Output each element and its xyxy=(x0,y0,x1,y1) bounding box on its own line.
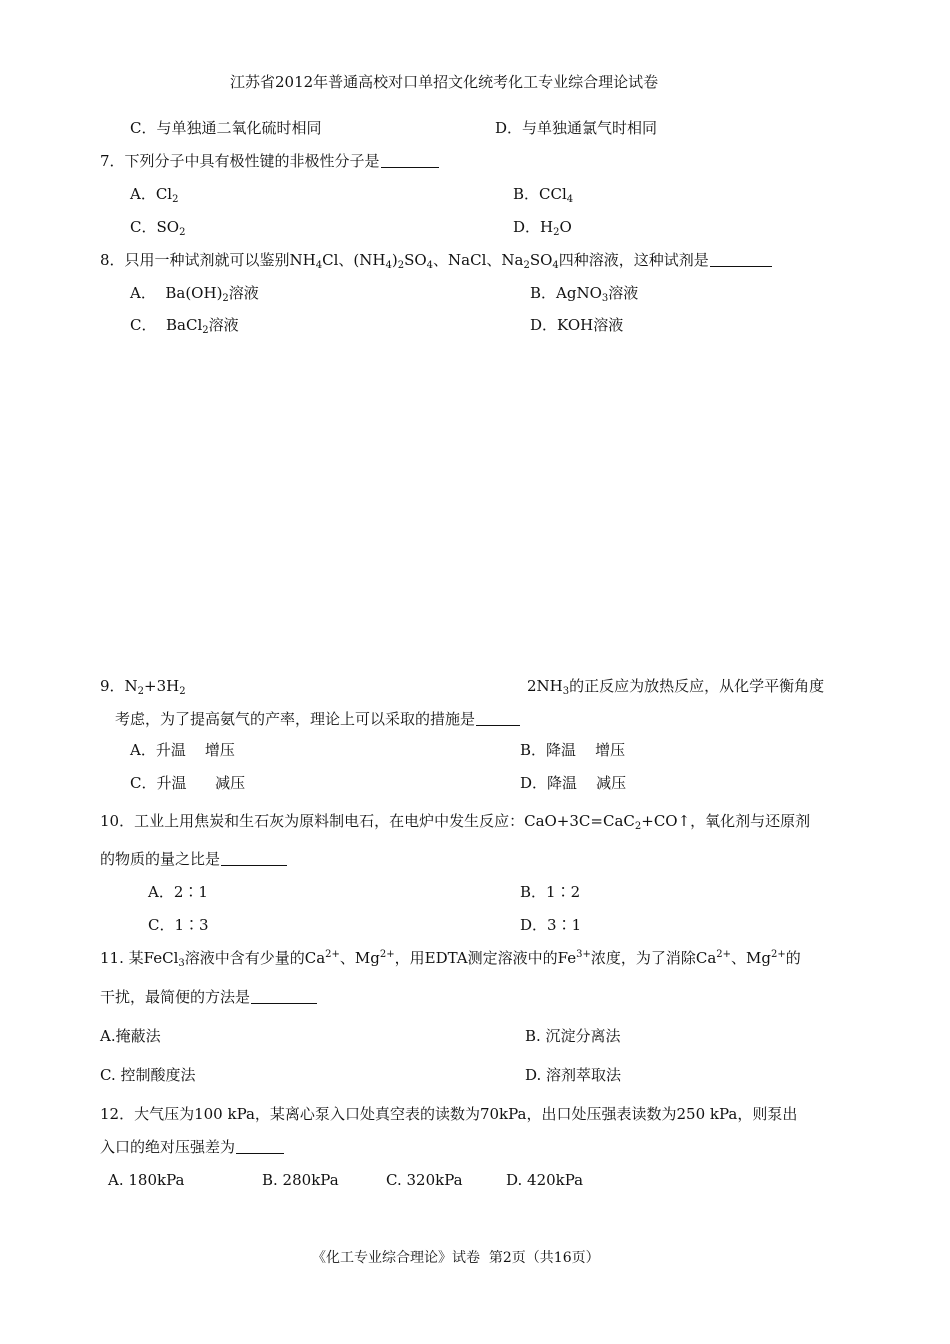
q9-option-c: C．升温 减压 xyxy=(130,774,246,792)
q11-option-b: B. 沉淀分离法 xyxy=(525,1027,621,1045)
q9-option-b: B．降温 增压 xyxy=(520,741,626,759)
page-footer: 《化工专业综合理论》试卷 第2页（共16页） xyxy=(312,1250,600,1266)
q11-stem-line2: 干扰，最简便的方法是 xyxy=(100,987,317,1007)
page-header: 江苏省2012年普通高校对口单招文化统考化工专业综合理论试卷 xyxy=(230,73,659,91)
answer-blank xyxy=(251,988,317,1004)
q7-option-c: C．$SO_2$ xyxy=(130,218,186,238)
q7-option-a: A．$Cl_2$ xyxy=(130,185,179,205)
q10-stem-line1: 10．工业上用焦炭和生石灰为原料制电石，在电炉中发生反应：CaO+3C=CaC$_2$+CO↑，氧化剂与还原剂 xyxy=(100,812,811,832)
q6-option-d: D．与单独通氯气时相同 xyxy=(495,119,658,137)
q9-option-d: D．降温 减压 xyxy=(520,774,627,792)
answer-blank xyxy=(710,251,772,267)
q9-stem-line2: 考虑，为了提高氨气的产率，理论上可以采取的措施是 xyxy=(115,709,520,729)
q8-option-b: B．AgNO$_3$溶液 xyxy=(530,284,639,304)
answer-blank xyxy=(381,152,439,168)
answer-blank xyxy=(236,1138,284,1154)
q9-option-a: A．升温 增压 xyxy=(130,741,235,759)
q7-option-d: D．$H_2O$ xyxy=(513,218,572,238)
q12-stem-line2: 入口的绝对压强差为 xyxy=(100,1137,284,1157)
q9-reactants: 9．$N_2+3H_2$ xyxy=(100,677,186,697)
q7-stem: 7．下列分子中具有极性键的非极性分子是 xyxy=(100,151,439,171)
q8-option-a: A． $Ba(OH)_2$溶液 xyxy=(130,284,259,304)
q8-option-c: C． BaCl$_2$溶液 xyxy=(130,316,239,336)
q12-stem-line1: 12．大气压为100 kPa，某离心泵入口处真空表的读数为70kPa，出口处压强表读数为250 kPa，则泵出 xyxy=(100,1105,798,1123)
q11-stem-line1: 11. 某FeCl$_3$溶液中含有少量的$Ca^{2+}$、$Mg^{2+}$，用EDTA测定溶液中的$Fe^{3+}$浓度，为了消除$Ca^{2+}$、$Mg^{2+}$的 xyxy=(100,949,801,969)
q10-option-a: A．2∶1 xyxy=(148,883,208,901)
q6-option-c: C．与单独通二氧化硫时相同 xyxy=(130,119,322,137)
answer-blank xyxy=(476,710,520,726)
q9-product: $2NH_3$的正反应为放热反应，从化学平衡角度 xyxy=(527,677,825,697)
answer-blank xyxy=(221,850,287,866)
q11-option-a: A.掩蔽法 xyxy=(100,1027,161,1045)
q11-option-d: D. 溶剂萃取法 xyxy=(525,1066,622,1084)
q7-option-b: B．CCl$_4$ xyxy=(513,185,574,205)
q12-option-c: C. 320kPa xyxy=(386,1171,463,1189)
q12-option-b: B. 280kPa xyxy=(262,1171,339,1189)
q10-option-c: C．1∶3 xyxy=(148,916,209,934)
q11-option-c: C. 控制酸度法 xyxy=(100,1066,196,1084)
q12-option-d: D. 420kPa xyxy=(506,1171,584,1189)
q8-option-d: D．KOH溶液 xyxy=(530,316,624,334)
q10-stem-line2: 的物质的量之比是 xyxy=(100,849,287,869)
q10-option-d: D．3∶1 xyxy=(520,916,582,934)
q12-option-a: A. 180kPa xyxy=(108,1171,185,1189)
q8-stem: 8．只用一种试剂就可以鉴别$NH_4Cl$、$(NH_4)_2SO_4$、NaCl、$Na_2SO_4$四种溶液，这种试剂是 xyxy=(100,250,772,270)
q10-option-b: B．1∶2 xyxy=(520,883,581,901)
